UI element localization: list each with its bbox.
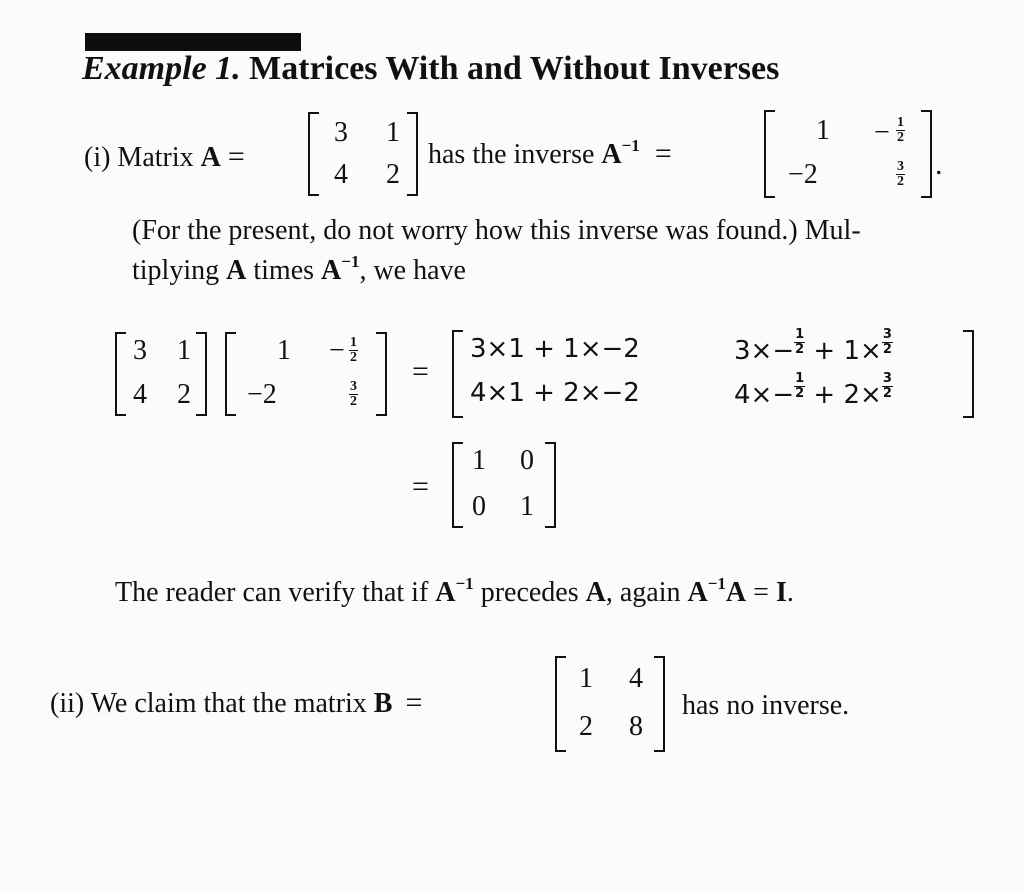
inverse-cell-b-fraction: $\frac{1}{2}$ xyxy=(897,115,904,145)
left-bracket xyxy=(764,110,775,198)
right-bracket xyxy=(921,110,932,198)
inverse-cell-a: 1 xyxy=(816,115,830,146)
left-bracket xyxy=(308,112,319,196)
expanded-cell: 3×1 + 1×−2 xyxy=(470,334,640,364)
inverse-cell-b-sign: − xyxy=(874,117,890,148)
paragraph-line-1: (For the present, do not worry how this inverse was found.) Mul- xyxy=(132,215,861,246)
part1-prefix: (i) Matrix xyxy=(84,142,194,173)
example-heading xyxy=(82,50,779,88)
identity-cell: 0 xyxy=(520,445,534,476)
product-result-expanded xyxy=(452,327,974,418)
product-right-fraction: $\frac{1}{2}$ xyxy=(350,335,357,365)
identity-matrix xyxy=(452,442,556,528)
product-right-cell: − xyxy=(329,335,345,366)
matrix-A-cell: 2 xyxy=(386,159,400,190)
matrix-A-cell: 1 xyxy=(386,117,400,148)
verify-sentence: The reader can verify that if $A^{-1}$ precedes A, again $A^{-1}A = I$. xyxy=(115,574,794,608)
part2-suffix: has no inverse. xyxy=(682,690,850,721)
identity-cell: 0 xyxy=(472,491,486,522)
product-right-cell: 1 xyxy=(277,335,291,366)
equals-sign: = xyxy=(412,355,429,388)
matrix-B-symbol: B xyxy=(373,688,393,719)
equals-sign: = xyxy=(654,137,672,170)
expanded-cell: 4×1 + 2×−2 xyxy=(470,378,640,408)
matrix-A xyxy=(308,112,418,196)
equals-sign: = xyxy=(227,140,245,173)
matrix-B-cell: 8 xyxy=(629,711,643,742)
matrix-A-cell: 3 xyxy=(334,117,348,148)
header-bar xyxy=(85,33,301,51)
product-right-fraction: $\frac{3}{2}$ xyxy=(350,379,357,409)
identity-cell: 1 xyxy=(520,491,534,522)
right-bracket xyxy=(407,112,418,196)
A-inverse-symbol: $A^{-1}$ xyxy=(601,136,640,170)
matrix-B-cell: 4 xyxy=(629,663,643,694)
product-right-cell: −2 xyxy=(247,379,277,410)
paragraph-line-2: tiplying A times $A^{-1}$, we have xyxy=(132,252,466,286)
product-left-cell: 4 xyxy=(133,379,147,410)
inverse-cell-c: −2 xyxy=(788,159,818,190)
inverse-cell-d-fraction: $\frac{3}{2}$ xyxy=(897,159,904,189)
has-inverse-label: has the inverse xyxy=(428,139,595,170)
matrix-A-inverse xyxy=(764,110,932,198)
product-left-cell: 1 xyxy=(177,335,191,366)
example-label: Example 1. xyxy=(82,50,241,87)
has-inverse-text xyxy=(428,137,672,171)
expanded-cell: 4×− $\frac{1}{2}$ + 2× $\frac{3}{2}$ xyxy=(734,371,892,410)
identity-cell: 1 xyxy=(472,445,486,476)
product-left-cell: 3 xyxy=(133,335,147,366)
product-left-cell: 2 xyxy=(177,379,191,410)
equals-sign: = xyxy=(412,470,429,503)
part1-prefix-line xyxy=(84,140,245,174)
period: . xyxy=(935,148,943,181)
product-left-matrix xyxy=(115,332,207,416)
part2-prefix-line xyxy=(50,686,422,720)
example-title: Matrices With and Without Inverses xyxy=(249,50,780,87)
matrix-B xyxy=(555,656,665,752)
matrix-B-cell: 2 xyxy=(579,711,593,742)
matrix-B-cell: 1 xyxy=(579,663,593,694)
matrix-A-symbol: A xyxy=(200,142,221,173)
expanded-cell: 3×− $\frac{1}{2}$ + 1× $\frac{3}{2}$ xyxy=(734,327,892,366)
matrix-A-cell: 4 xyxy=(334,159,348,190)
product-right-matrix xyxy=(225,332,387,416)
equals-sign: = xyxy=(405,686,423,719)
part2-prefix: (ii) We claim that the matrix xyxy=(50,688,367,719)
